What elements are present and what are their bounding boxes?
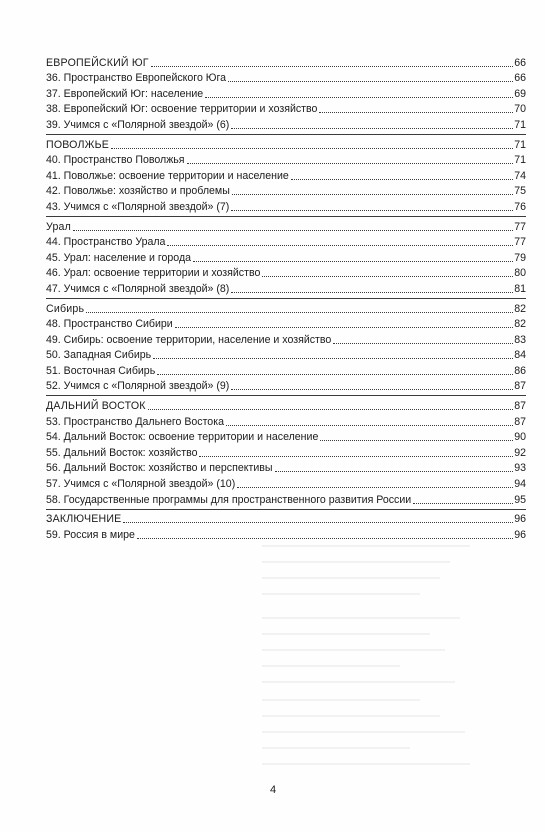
toc-entry-title: 53. Пространство Дальнего Востока <box>46 415 224 428</box>
toc-entry-title: 52. Учимся с «Полярной звездой» (9) <box>46 380 230 393</box>
toc-entry[interactable] <box>46 234 526 250</box>
toc-entry-page: 71 <box>514 138 526 151</box>
toc-section-heading[interactable] <box>46 216 526 234</box>
toc-entry-title: 51. Восточная Сибирь <box>46 364 156 377</box>
dot-leader <box>226 425 513 426</box>
toc-entry-page: 84 <box>514 349 526 362</box>
toc-entry-page: 71 <box>514 118 526 131</box>
dot-leader <box>413 503 513 504</box>
toc-entry-title: 38. Европейский Юг: освоение территории и хозяйство <box>46 103 318 116</box>
toc-entry-title: 41. Поволжье: освоение территории и население <box>46 169 289 182</box>
dot-leader <box>187 163 514 164</box>
toc-entry-page: 87 <box>514 400 526 413</box>
toc-entry-page: 75 <box>514 185 526 198</box>
toc-entry[interactable] <box>46 347 526 363</box>
dot-leader <box>231 389 513 390</box>
toc-entry-title: 48. Пространство Сибири <box>46 318 173 331</box>
toc-entry-title: 56. Дальний Восток: хозяйство и перспективы <box>46 462 273 475</box>
dot-leader <box>262 276 513 277</box>
dot-leader <box>205 97 513 98</box>
toc-entry-title: 39. Учимся с «Полярной звездой» (6) <box>46 118 230 131</box>
toc-entry[interactable] <box>46 362 526 378</box>
dot-leader <box>167 245 513 246</box>
toc-entry-title: 44. Пространство Урала <box>46 236 166 249</box>
toc-entry-page: 74 <box>514 169 526 182</box>
toc-entry-title: 43. Учимся с «Полярной звездой» (7) <box>46 200 230 213</box>
toc-entry-title: ПОВОЛЖЬЕ <box>46 138 110 151</box>
toc-entry[interactable] <box>46 475 526 491</box>
toc-entry-title: 50. Западная Сибирь <box>46 349 152 362</box>
dot-leader <box>153 358 513 359</box>
dot-leader <box>333 343 513 344</box>
toc-entry-title: 57. Учимся с «Полярной звездой» (10) <box>46 478 236 491</box>
toc-entry-page: 77 <box>514 236 526 249</box>
toc-entry[interactable] <box>46 167 526 183</box>
toc-entry-title: 37. Европейский Юг: население <box>46 87 204 100</box>
toc-entry[interactable] <box>46 444 526 460</box>
toc-entry-page: 77 <box>514 220 526 233</box>
toc-section-heading[interactable] <box>46 509 526 527</box>
toc-entry-title: Сибирь <box>46 302 85 315</box>
toc-section-heading[interactable] <box>46 298 526 316</box>
dot-leader <box>157 374 513 375</box>
toc-entry-page: 87 <box>514 380 526 393</box>
page-number: 4 <box>269 784 277 796</box>
dot-leader <box>228 81 513 82</box>
dot-leader <box>148 409 514 410</box>
toc-entry-page: 66 <box>514 72 526 85</box>
toc-entry-page: 87 <box>514 415 526 428</box>
dot-leader <box>175 327 513 328</box>
dot-leader <box>123 522 513 523</box>
toc-entry-page: 90 <box>514 431 526 444</box>
toc-section-heading[interactable] <box>46 134 526 152</box>
toc-entry-title: 42. Поволжье: хозяйство и проблемы <box>46 185 230 198</box>
dot-leader <box>111 148 513 149</box>
toc-entry[interactable] <box>46 85 526 101</box>
dot-leader <box>232 194 513 195</box>
toc-entry-title: 46. Урал: освоение территории и хозяйство <box>46 267 261 280</box>
dot-leader <box>73 230 513 231</box>
toc-entry-page: 80 <box>514 267 526 280</box>
toc-section-heading[interactable] <box>46 54 526 70</box>
toc-section-heading[interactable] <box>46 395 526 413</box>
dot-leader <box>199 456 513 457</box>
toc-entry[interactable] <box>46 378 526 394</box>
toc-entry-page: 93 <box>514 462 526 475</box>
toc-entry-title: 45. Урал: население и города <box>46 251 192 264</box>
toc-entry-page: 92 <box>514 446 526 459</box>
toc-entry[interactable] <box>46 460 526 476</box>
toc-entry[interactable] <box>46 316 526 332</box>
dot-leader <box>137 538 513 539</box>
toc-entry[interactable] <box>46 526 526 542</box>
toc-entry-page: 70 <box>514 103 526 116</box>
toc-entry-title: 36. Пространство Европейского Юга <box>46 72 227 85</box>
dot-leader <box>237 487 513 488</box>
toc-entry-title: 54. Дальний Восток: освоение территории и население <box>46 431 319 444</box>
toc-entry-title: ДАЛЬНИЙ ВОСТОК <box>46 400 146 413</box>
toc-entry-page: 82 <box>514 318 526 331</box>
dot-leader <box>86 312 513 313</box>
toc-entry-title: 49. Сибирь: освоение территории, население и хозяйство <box>46 333 332 346</box>
toc-entry-title: 58. Государственные программы для пространственного развития России <box>46 493 412 506</box>
toc-entry-title: Урал <box>46 220 72 233</box>
toc-entry-page: 66 <box>514 56 526 69</box>
toc-entry[interactable] <box>46 183 526 199</box>
toc-entry[interactable] <box>46 198 526 214</box>
toc-entry[interactable] <box>46 491 526 507</box>
toc-entry-page: 94 <box>514 478 526 491</box>
toc-entry-page: 96 <box>514 513 526 526</box>
dot-leader <box>320 440 513 441</box>
table-of-contents <box>46 54 526 542</box>
toc-entry-page: 69 <box>514 87 526 100</box>
toc-entry-title: 40. Пространство Поволжья <box>46 154 185 167</box>
toc-entry[interactable] <box>46 413 526 429</box>
toc-entry[interactable] <box>46 280 526 296</box>
toc-entry[interactable] <box>46 265 526 281</box>
dot-leader <box>151 66 513 67</box>
dot-leader <box>231 128 513 129</box>
toc-entry[interactable] <box>46 331 526 347</box>
toc-entry-page: 81 <box>514 282 526 295</box>
toc-entry-page: 96 <box>514 528 526 541</box>
toc-entry-title: 55. Дальний Восток: хозяйство <box>46 446 198 459</box>
toc-entry-page: 71 <box>514 154 526 167</box>
dot-leader <box>231 292 513 293</box>
dot-leader <box>275 471 514 472</box>
toc-entry[interactable] <box>46 152 526 168</box>
dot-leader <box>291 179 513 180</box>
toc-entry-page: 79 <box>514 251 526 264</box>
dot-leader <box>319 112 513 113</box>
toc-entry-page: 76 <box>514 200 526 213</box>
toc-entry[interactable] <box>46 249 526 265</box>
dot-leader <box>193 261 513 262</box>
toc-entry-page: 82 <box>514 302 526 315</box>
toc-entry-title: ЕВРОПЕЙСКИЙ ЮГ <box>46 56 149 69</box>
toc-entry-title: ЗАКЛЮЧЕНИЕ <box>46 513 122 526</box>
toc-entry-title: 59. Россия в мире <box>46 528 135 541</box>
toc-entry-page: 83 <box>514 333 526 346</box>
toc-entry[interactable] <box>46 116 526 132</box>
toc-entry[interactable] <box>46 101 526 117</box>
toc-entry-page: 95 <box>514 493 526 506</box>
dot-leader <box>231 210 513 211</box>
toc-entry[interactable] <box>46 429 526 445</box>
toc-entry-title: 47. Учимся с «Полярной звездой» (8) <box>46 282 230 295</box>
toc-entry[interactable] <box>46 70 526 86</box>
toc-entry-page: 86 <box>514 364 526 377</box>
